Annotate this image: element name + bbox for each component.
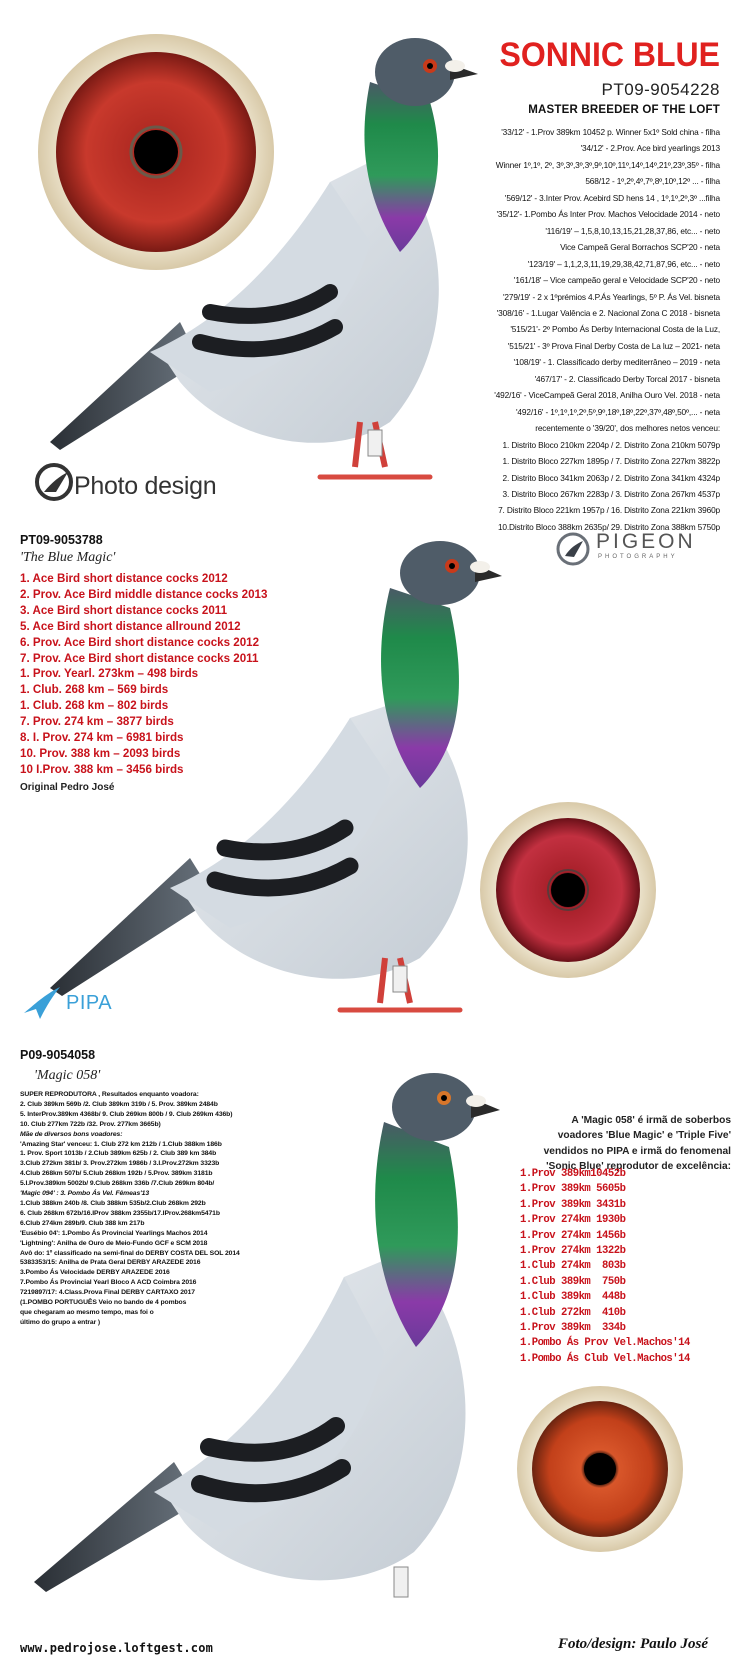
pipa-logo-text: PIPA [66, 992, 113, 1014]
list-item: último do grupo a entrar ) [20, 1318, 101, 1326]
list-item: 1.Pombo Ás Prov Vel.Machos'14 [520, 1337, 690, 1350]
list-item: 1.Club 388km 240b /8. Club 388km 535b/2.Club 268km 292b [20, 1199, 206, 1207]
sibling-intro [483, 1113, 731, 1174]
list-item: 1.Club 274km 803b [520, 1260, 626, 1273]
list-item: 5. InterProv.389km 4368b/ 9. Club 269km 800b / 9. Club 269km 436b) [20, 1110, 233, 1118]
list-item: 7. Distrito Bloco 221km 1957p / 16. Distrito Zona 221km 3960p [498, 505, 720, 516]
photo-design-logo-text: Photo design [74, 472, 217, 500]
pigeon-photography-logo-icon [556, 532, 590, 566]
list-item: '492/16' - 1º,1º,1º,2º,5º,9º,18º,18º,22º,37º,48º,50º,... - neta [516, 406, 720, 417]
sibling-results-list [520, 1167, 690, 1367]
list-item: 1.Club 272km 410b [520, 1306, 626, 1319]
list-item: 1.Prov 274km 1322b [520, 1245, 626, 1258]
breeding-notes [20, 1090, 310, 1328]
list-item: 8. I. Prov. 274 km – 6981 birds [20, 731, 184, 745]
ring-number: PT09-9054228 [601, 80, 720, 99]
list-item: 10.Distrito Bloco 388km 2635p/ 29. Distrito Zona 388km 5750p [497, 521, 720, 532]
list-item: 2. Distrito Bloco 341km 2063p / 2. Distrito Zona 341km 4324p [502, 472, 720, 483]
list-item: 5383353/15: Anilha de Prata Geral DERBY ARAZEDE 2016 [20, 1259, 201, 1267]
website-link[interactable]: www.pedrojose.loftgest.com [20, 1641, 214, 1655]
list-item: '33/12' - 1.Prov 389km 10452 p. Winner 5x1º Sold china - filha [501, 127, 720, 137]
eye-image-3 [515, 1384, 685, 1554]
list-item: '116/19' – 1,5,8,10,13,15,21,28,37,86, etc... - neto [545, 225, 720, 236]
ring-number: P09-9054058 [20, 1048, 96, 1062]
list-item: '279/19' - 2 x 1ºprémios 4.P.Ás Yearlings, 5º P. Ás Vel. bisneta [502, 291, 720, 302]
list-item: 5.I.Prov.389km 5002b/ 9.Club 268km 336b /7.Club 269km 804b/ [20, 1180, 215, 1188]
list-item: 1. Distrito Bloco 210km 2204p / 2. Distrito Zona 210km 5079p [502, 439, 720, 450]
eye-image-2 [478, 800, 658, 980]
list-item: 1. Prov. Sport 1013b / 2.Club 389km 625b / 2. Club 389 km 384b [20, 1150, 217, 1158]
list-item: SUPER REPRODUTORA , Resultados enquanto voadora: [20, 1091, 199, 1098]
list-item: 10. Prov. 388 km – 2093 birds [20, 746, 181, 760]
list-item: 4.Club 268km 507b/ 5.Club 268km 192b / 5.Prov. 389km 3181b [20, 1170, 213, 1178]
list-item: 6. Club 268km 672b/16.IProv 388km 2355b/17.IProv.268km5471b [20, 1209, 220, 1217]
list-item: '492/16' - ViceCampeã Geral 2018, Anilha Ouro Vel. 2018 - neta [494, 390, 720, 401]
list-item: 'Lightning': Anilha de Ouro de Meio-Fundo GCF e SCM 2018 [20, 1239, 208, 1247]
list-item: 2. Club 389km 569b /2. Club 389km 319b / 5. Prov. 389km 2484b [20, 1100, 218, 1108]
intro-line: A 'Magic 058' é irmã de soberbos [571, 1115, 731, 1126]
results-list [20, 571, 267, 778]
list-item: 1.Club 389km 448b [520, 1291, 626, 1304]
list-item: 5. Ace Bird short distance allround 2012 [20, 619, 241, 633]
list-item: 'Amazing Star' venceu: 1. Club 272 km 212b / 1.Club 388km 186b [20, 1140, 222, 1148]
intro-line: vendidos no PIPA e irmã do fenomenal [543, 1145, 731, 1157]
list-item: 1.Prov 274km 1456b [520, 1229, 626, 1242]
list-item: 1. Club. 268 km – 802 birds [20, 699, 169, 713]
list-item: 2. Prov. Ace Bird middle distance cocks 2013 [20, 587, 268, 601]
list-item: (1.POMBO PORTUGUÊS Veio no bando de 4 pombos [20, 1299, 187, 1307]
intro-line: voadores 'Blue Magic' e 'Triple Five' [557, 1130, 731, 1142]
list-item: 1. Ace Bird short distance cocks 2012 [20, 572, 228, 585]
offspring-list [396, 124, 720, 535]
list-item: '515/21'- 2º Pombo Ás Derby Internacional Costa de la Luz, [510, 324, 720, 335]
list-item: 7. Prov. Ace Bird short distance cocks 2011 [20, 651, 259, 665]
list-item: 7219897/17: 4.Class.Prova Final DERBY CARTAXO 2017 [20, 1289, 195, 1297]
list-item: 3. Distrito Bloco 267km 2283p / 3. Distrito Zona 267km 4537p [502, 488, 720, 499]
list-item: 1. Prov. Yearl. 273km – 498 birds [20, 667, 199, 681]
list-item: 7.Pombo Ás Provincial Yearl Bloco A ACD Coimbra 2016 [20, 1279, 197, 1287]
pigeon-photography-logo-subtext: PHOTOGRAPHY [598, 554, 678, 560]
list-item: '161/18' – Vice campeão geral e Velocidade SCP'20 - neto [513, 275, 720, 286]
list-item: '34/12' - 2.Prov. Ace bird yearlings 2013 [580, 143, 720, 154]
list-item: '515/21' - 3º Prova Final Derby Costa de La luz – 2021- neta [507, 340, 720, 351]
origin-label: Original Pedro José [20, 782, 115, 793]
list-item: 1. Club. 268 km – 569 birds [20, 683, 169, 697]
list-item: 3.Club 272km 381b/ 3. Prov.272km 1986b / 3.I.Prov.272km 3323b [20, 1160, 220, 1168]
list-item: 1.Prov 389km 334b [520, 1322, 626, 1335]
subtitle: MASTER BREEDER OF THE LOFT [528, 104, 720, 116]
list-item: 'Eusébio 04': 1.Pombo Ás Provincial Yearlings Machos 2014 [20, 1229, 208, 1237]
pigeon-photography-logo-text: PIGEON [596, 530, 696, 553]
list-item: 1.Prov 389km 3431b [520, 1198, 626, 1211]
list-item: 1.Prov 274km 1930b [520, 1214, 626, 1227]
list-item: '569/12' - 3.Inter Prov. Acebird SD hens 14 , 1º,1º,2º,3º ...filha [504, 192, 720, 203]
list-item: 3.Pombo Ás Velocidade DERBY ARAZEDE 2016 [20, 1269, 170, 1277]
photo-design-logo-icon [34, 462, 74, 502]
list-item: 3. Ace Bird short distance cocks 2011 [20, 603, 228, 617]
list-item: '123/19' – 1,1,2,3,11,19,29,38,42,71,87,96, etc... - neto [527, 258, 720, 269]
list-item: 568/12 - 1º,2º,4º,7º,8º,10º,12º ... - filha [585, 176, 720, 187]
list-item: 1.Prov 389km10452b [520, 1168, 626, 1180]
list-item: Avô do: 1º classificado na semi-final do DERBY COSTA DEL SOL 2014 [20, 1249, 240, 1257]
list-item: 6. Prov. Ace Bird short distance cocks 2012 [20, 635, 260, 649]
pigeon-title: SONNIC BLUE [499, 34, 720, 74]
list-item: 10 I.Prov. 388 km – 3456 birds [20, 762, 184, 776]
pipa-logo-icon [20, 983, 64, 1023]
ring-number: PT09-9053788 [20, 533, 103, 547]
list-item: '35/12'- 1.Pombo Ás Inter Prov. Machos Velocidade 2014 - neto [496, 209, 720, 220]
photo-credit: Foto/design: Paulo José [558, 1636, 709, 1652]
list-item: 6.Club 274km 289b/9. Club 388 km 217b [20, 1219, 145, 1227]
list-item: Vice Campeã Geral Borrachos SCP'20 - neta [560, 242, 720, 253]
list-item: '108/19' - 1. Classificado derby mediterrâneo – 2019 - neta [513, 357, 720, 368]
pigeon-name: 'The Blue Magic' [20, 550, 116, 565]
intro-line: 'Sonic Blue' reprodutor de excelência: [546, 1160, 731, 1172]
list-item: Winner 1º,1º, 2º, 3º,3º,3º,3º,9º,10º,11º,14º,14º,21º,23º,35º - filha [495, 159, 720, 170]
list-item: 10. Club 277km 722b /32. Prov. 277km 3665b) [20, 1120, 161, 1128]
list-item: '467/17' - 2. Classificado Derby Torcal 2017 - bisneta [534, 373, 720, 384]
list-item: que chegaram ao mesmo tempo, mas foi o [20, 1308, 154, 1316]
list-item: 1.Club 389km 750b [520, 1275, 626, 1288]
list-item: 7. Prov. 274 km – 3877 birds [20, 715, 174, 729]
list-item: 1.Pombo Ás Club Vel.Machos'14 [520, 1352, 690, 1365]
list-item: Mãe de diversos bons voadores: [20, 1130, 123, 1138]
list-item: recentemente o '39/20', dos melhores netos venceu: [535, 423, 720, 434]
pigeon-name: 'Magic 058' [34, 1068, 101, 1083]
list-item: 1. Distrito Bloco 227km 1895p / 7. Distrito Zona 227km 3822p [502, 456, 720, 467]
list-item: 'Magic 094' : 3. Pombo Ás Vel. Fêmeas'13 [20, 1190, 150, 1198]
list-item: '308/16' - 1.Lugar Valência e 2. Nacional Zona C 2018 - bisneta [496, 307, 720, 318]
list-item: 1.Prov 389km 5605b [520, 1183, 626, 1196]
